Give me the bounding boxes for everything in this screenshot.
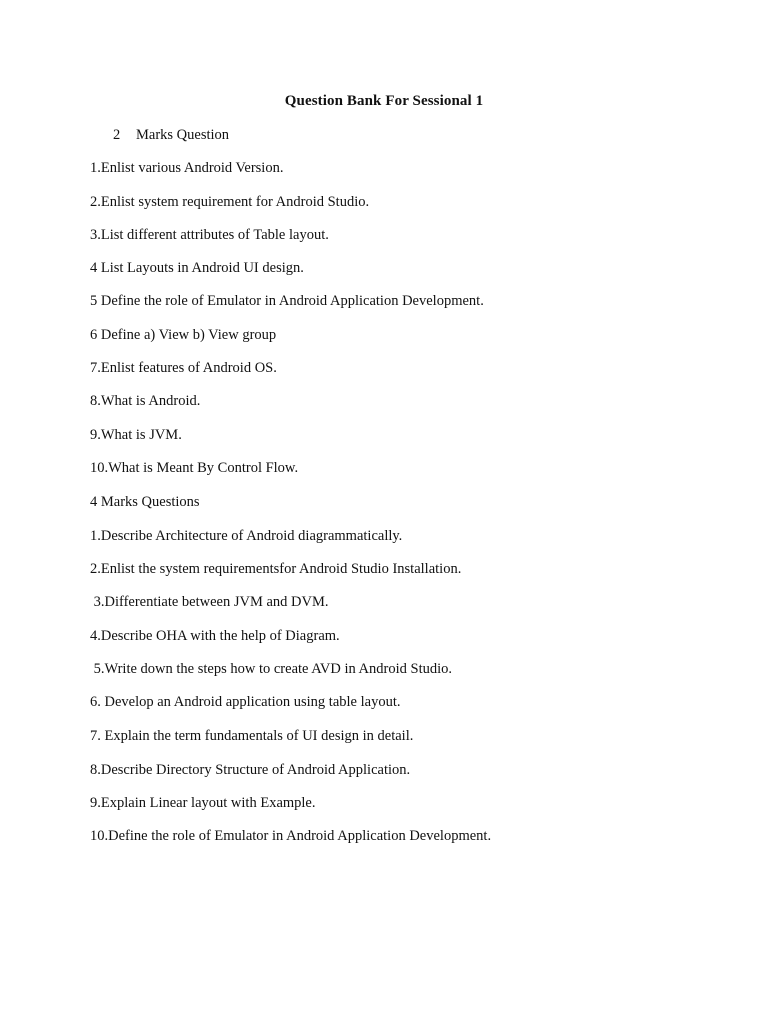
question-item: 1.Enlist various Android Version. [90, 160, 284, 176]
section-marks-label: Marks Question [136, 127, 230, 143]
question-item: 2.Enlist the system requirementsfor Android Studio Installation. [90, 561, 462, 577]
section-heading-4-marks: 4 Marks Questions [90, 494, 200, 510]
question-item: 4.Describe OHA with the help of Diagram. [90, 628, 340, 644]
question-item: 4 List Layouts in Android UI design. [90, 260, 304, 276]
question-item: 9.What is JVM. [90, 427, 182, 443]
question-item: 7. Explain the term fundamentals of UI design in detail. [90, 728, 414, 744]
section-marks-number: 2 [113, 127, 121, 143]
question-item: 8.Describe Directory Structure of Android Application. [90, 762, 411, 778]
question-item: 6. Develop an Android application using table layout. [90, 694, 401, 710]
question-item: 3.List different attributes of Table layout. [90, 227, 329, 243]
question-item: 5 Define the role of Emulator in Android Application Development. [90, 293, 484, 309]
question-item: 1.Describe Architecture of Android diagrammatically. [90, 528, 403, 544]
question-item: 9.Explain Linear layout with Example. [90, 795, 316, 811]
question-item: 7.Enlist features of Android OS. [90, 360, 277, 376]
question-item: 6 Define a) View b) View group [90, 327, 277, 343]
document-title: Question Bank For Sessional 1 [284, 93, 484, 109]
question-item: 2.Enlist system requirement for Android Studio. [90, 194, 370, 210]
question-item: 10.What is Meant By Control Flow. [90, 460, 299, 476]
section-heading-2-marks [113, 127, 229, 144]
question-item: 8.What is Android. [90, 393, 201, 409]
question-item: 3.Differentiate between JVM and DVM. [90, 594, 329, 610]
question-item: 5.Write down the steps how to create AVD in Android Studio. [90, 661, 453, 677]
question-item: 10.Define the role of Emulator in Android Application Development. [90, 828, 492, 844]
